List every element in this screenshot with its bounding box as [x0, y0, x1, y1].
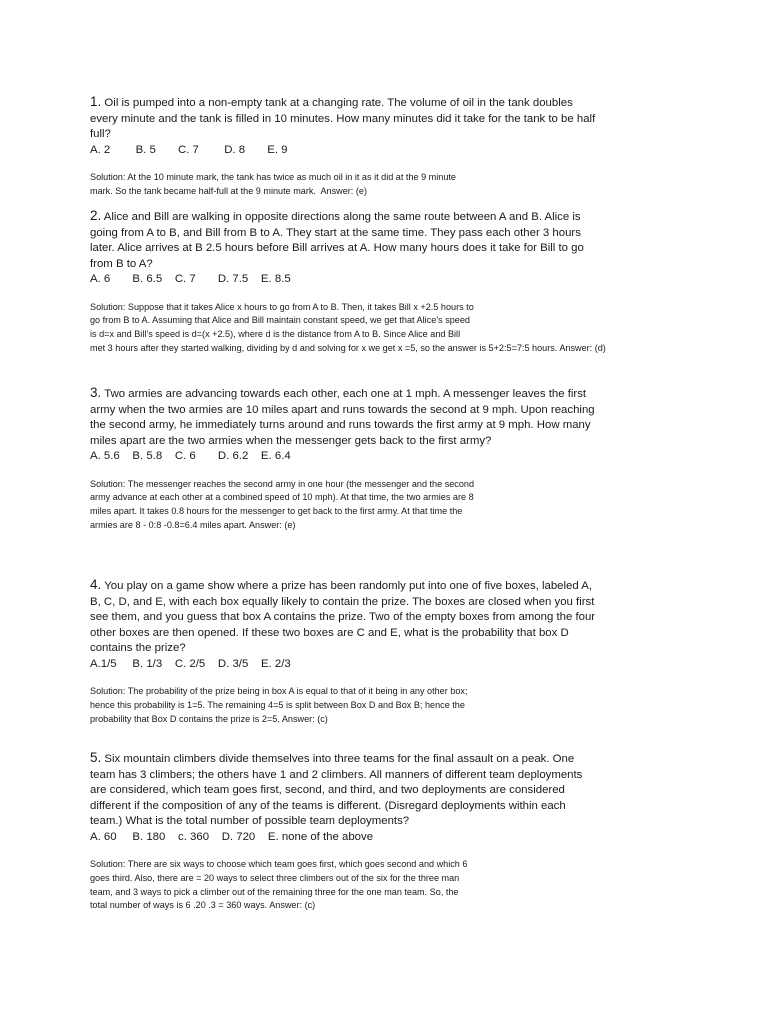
answer-options: A. 6 B. 6.5 C. 7 D. 7.5 E. 8.5 [90, 273, 291, 285]
answer-options: A. 5.6 B. 5.8 C. 6 D. 6.2 E. 6.4 [90, 450, 291, 462]
problem-4 [90, 577, 600, 726]
answer-options: A.1/5 B. 1/3 C. 2/5 D. 3/5 E. 2/3 [90, 657, 291, 670]
question-text: Alice and Bill are walking in opposite directions along the same route between A and B. Alice is going from A to B, and Bill from B to A. They start at the same time. They pass each other 3 hours later. Alice arrives at B 2.5 hours before Bill arrives at A. How many hours does it take for Bill to go from B to A? [90, 211, 584, 270]
solution-text: Solution: Suppose that it takes Alice x hours to go from A to B. Then, it takes Bill x +2.5 hours to go from B to A. Assuming that Alice and Bill maintain constant speed, we get that Alice’s speed is d=x and Bill’s speed is d=(x +2.5), where d is the distance from A to B. Since Alice and Bill met 3 hours after they started walking, dividing by d and solving for x we get x =5, so the answer is 5+2:5=7:5 hours. Answer: (d) [90, 301, 606, 353]
question-2 [90, 208, 600, 272]
problem-2 [90, 208, 606, 356]
question-1 [90, 94, 600, 143]
problem-3 [90, 385, 600, 533]
solution-text: Solution: At the 10 minute mark, the tank has twice as much oil in it as it did at the 9 minute mark. So the tank became half-full at the 9 minute mark. Answer: (e) [90, 172, 456, 196]
answer-options: A. 60 B. 180 c. 360 D. 720 E. none of the above [90, 830, 374, 843]
question-number: 5. [90, 750, 102, 765]
solution-text: Solution: There are six ways to choose which team goes first, which goes second and which 6 goes third. Also, there are = 20 ways to select three climbers out of the six for the three man team, and 3 ways to pick a climber out of the remaining three for the one man team. So, the total number of ways is 6 .20 .3 = 360 ways. Answer: (c) [90, 859, 468, 911]
solution-text: Solution: The probability of the prize being in box A is equal to that of it being in any other box; hence this probability is 1=5. The remaining 4=5 is split between Box D and Box B; hence the probability that Box D contains the prize is 2=5. Answer: (c) [90, 686, 468, 724]
question-number: 3. [90, 385, 102, 400]
answer-options: A. 2 B. 5 C. 7 D. 8 E. 9 [90, 143, 288, 156]
solution-text: Solution: The messenger reaches the second army in one hour (the messenger and the second army advance at each other at a combined speed of 10 mph). At that time, the two armies are 8 miles apart. It takes 0.8 hours for the messenger to get back to the first army. At that time the armies are 8 - 0:8 -0.8=6.4 miles apart. Answer: (e) [90, 478, 475, 530]
question-text: Two armies are advancing towards each other, each one at 1 mph. A messenger leaves the first army when the two armies are 10 miles apart and runs towards the second at 9 mph. Upon reaching the second army, he immediately turns around and runs towards the first army at 9 mph. How many miles apart are the two armies when the messenger gets back to the first army? [90, 388, 595, 447]
question-text: Six mountain climbers divide themselves into three teams for the final assault on a peak. One team has 3 climbers; the others have 1 and 2 climbers. All manners of different team deployments are considered, which team goes first, second, and third, and two deployments are considered different if the composition of any of the teams is different. (Disregard deployments within each team.) What is the total number of possible team deployments? [90, 753, 583, 827]
question-number: 1. [90, 94, 102, 109]
question-text: You play on a game show where a prize has been randomly put into one of five boxes, labeled A, B, C, D, and E, with each box equally likely to contain the prize. The boxes are closed when you first see them, and you guess that box A contains the prize. Two of the empty boxes from among the four other boxes are then opened. If these two boxes are C and E, what is the probability that box D contains the prize? [90, 580, 596, 654]
question-5 [90, 750, 600, 830]
question-text: Oil is pumped into a non-empty tank at a changing rate. The volume of oil in the tank doubles every minute and the tank is filled in 10 minutes. How many minutes did it take for the tank to be half full? [90, 97, 596, 140]
problem-5 [90, 750, 600, 913]
problem-1 [90, 94, 600, 199]
question-number: 4. [90, 577, 102, 592]
question-4 [90, 577, 600, 657]
question-number: 2. [90, 208, 102, 223]
question-3 [90, 385, 600, 449]
